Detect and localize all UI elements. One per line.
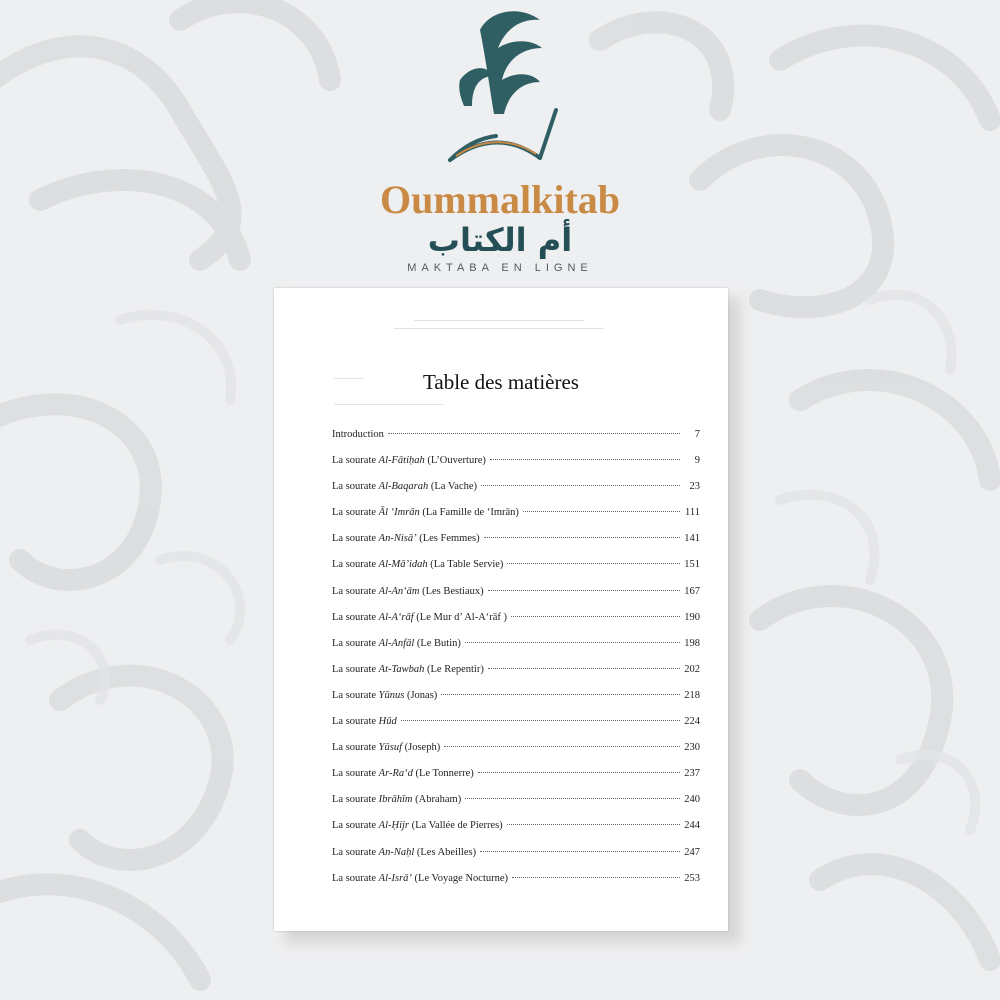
toc-page-number: 190 xyxy=(684,611,700,623)
toc-entry xyxy=(332,847,700,873)
toc-entry-description: (Abraham) xyxy=(412,794,462,806)
toc-entry-prefix: La sourate xyxy=(332,820,379,832)
toc-entry-name: Introduction xyxy=(332,429,384,440)
toc-dot-leader xyxy=(484,537,680,538)
toc-page-number: 23 xyxy=(689,481,700,493)
toc-entry-description: (La Table Servie) xyxy=(427,559,504,571)
toc-entry-prefix: La sourate xyxy=(332,481,379,493)
toc-entry xyxy=(332,742,700,768)
faint-header-line xyxy=(334,404,444,405)
toc-dot-leader xyxy=(507,563,680,564)
toc-entry-description: (Les Femmes) xyxy=(416,533,480,545)
toc-page-number: 9 xyxy=(694,455,700,467)
toc-list xyxy=(332,429,700,899)
calligraphy-book-icon xyxy=(420,10,580,170)
toc-entry-prefix: La sourate xyxy=(332,768,379,780)
toc-entry-name: Al-An‘ām xyxy=(378,585,420,597)
toc-dot-leader xyxy=(441,694,680,695)
toc-dot-leader xyxy=(488,668,680,669)
toc-entry xyxy=(332,820,700,846)
toc-entry-name: Al-Ḥijr xyxy=(378,820,409,832)
toc-page-number: 202 xyxy=(684,663,700,675)
toc-entry-name: Āl ‘Imrān xyxy=(378,507,420,519)
toc-entry-prefix: La sourate xyxy=(332,846,379,858)
toc-entry xyxy=(332,559,700,585)
toc-dot-leader xyxy=(507,824,680,825)
toc-entry xyxy=(332,638,700,664)
toc-entry xyxy=(332,507,700,533)
toc-entry-label xyxy=(332,533,480,544)
brand-arabic-name: أم الكتاب xyxy=(427,221,573,259)
brand-name: Oummalkitab xyxy=(379,177,621,222)
toc-entry-label xyxy=(332,559,503,570)
toc-entry-label xyxy=(332,768,474,779)
toc-entry xyxy=(332,612,700,638)
toc-entry-description: (Le Butin) xyxy=(414,637,461,649)
toc-entry xyxy=(332,481,700,507)
toc-entry xyxy=(332,794,700,820)
toc-entry-description: (Les Abeilles) xyxy=(414,846,477,858)
toc-entry-label xyxy=(332,873,508,884)
toc-page-number: 151 xyxy=(684,559,700,571)
toc-entry-description: (Les Bestiaux) xyxy=(419,585,484,597)
toc-entry-label xyxy=(332,820,503,831)
toc-page-number: 240 xyxy=(684,794,700,806)
toc-page-number: 141 xyxy=(684,533,700,545)
toc-entry-label xyxy=(332,455,486,466)
toc-entry-label xyxy=(332,664,484,675)
toc-entry xyxy=(332,716,700,742)
toc-entry-description: (Le Tonnerre) xyxy=(412,768,474,780)
toc-entry-name: At-Tawbah xyxy=(378,663,425,675)
toc-dot-leader xyxy=(523,511,680,512)
toc-entry-prefix: La sourate xyxy=(332,611,379,623)
toc-page-number: 253 xyxy=(684,872,700,884)
toc-entry-prefix: La sourate xyxy=(332,742,379,754)
toc-entry-name: Yūsuf xyxy=(378,742,402,754)
toc-entry-description: (La Vache) xyxy=(428,481,478,493)
toc-entry-name: Al-Baqarah xyxy=(378,481,429,493)
toc-dot-leader xyxy=(481,485,680,486)
toc-entry-prefix: La sourate xyxy=(332,507,379,519)
toc-entry xyxy=(332,586,700,612)
toc-entry-prefix: La sourate xyxy=(332,663,379,675)
toc-entry-description: (Le Mur d’ Al-A‘rāf ) xyxy=(413,611,508,623)
toc-entry-label xyxy=(332,716,397,727)
toc-dot-leader xyxy=(401,720,680,721)
toc-page-number: 218 xyxy=(684,689,700,701)
toc-entry-label xyxy=(332,638,461,649)
toc-dot-leader xyxy=(388,433,680,434)
toc-entry-name: An-Naḥl xyxy=(378,846,415,858)
toc-entry-prefix: La sourate xyxy=(332,637,379,649)
toc-page-number: 224 xyxy=(684,716,700,728)
toc-dot-leader xyxy=(490,459,680,460)
toc-entry-prefix: La sourate xyxy=(332,716,379,728)
toc-page-number: 7 xyxy=(694,429,700,440)
toc-entry-description: (Le Voyage Nocturne) xyxy=(411,872,509,884)
toc-entry-description: (La Vallée de Pierres) xyxy=(409,820,503,832)
brand-tagline: MAKTABA EN LIGNE xyxy=(407,262,593,274)
toc-page-number: 237 xyxy=(684,768,700,780)
toc-entry-name: Ibrāhīm xyxy=(378,794,413,806)
toc-entry-name: Yūnus xyxy=(378,689,405,701)
toc-entry-label xyxy=(332,507,519,518)
toc-entry-name: Al-A‘rāf xyxy=(378,611,414,623)
toc-entry-prefix: La sourate xyxy=(332,559,379,571)
toc-entry-label xyxy=(332,794,461,805)
toc-page-number: 244 xyxy=(684,820,700,832)
toc-entry-name: An-Nisā’ xyxy=(378,533,417,545)
toc-entry-name: Al-Anfāl xyxy=(378,637,415,649)
toc-entry-description: (L’Ouverture) xyxy=(424,455,486,467)
book-page xyxy=(274,288,728,931)
faint-header-line xyxy=(394,328,604,329)
toc-entry-name: Al-Isrā’ xyxy=(378,872,412,884)
toc-entry-description: (Joseph) xyxy=(402,742,441,754)
toc-entry-label xyxy=(332,690,437,701)
toc-dot-leader xyxy=(512,877,680,878)
toc-entry-name: Al-Fātiḥah xyxy=(378,455,425,467)
toc-dot-leader xyxy=(488,590,680,591)
toc-entry xyxy=(332,664,700,690)
faint-header-line xyxy=(414,320,584,321)
toc-dot-leader xyxy=(478,772,680,773)
toc-page-number: 230 xyxy=(684,742,700,754)
toc-page-number: 167 xyxy=(684,585,700,597)
toc-page-number: 111 xyxy=(685,507,700,519)
toc-entry-prefix: La sourate xyxy=(332,455,379,467)
toc-entry-label xyxy=(332,481,477,492)
toc-dot-leader xyxy=(511,616,680,617)
toc-entry-prefix: La sourate xyxy=(332,689,379,701)
toc-entry xyxy=(332,429,700,455)
toc-entry xyxy=(332,768,700,794)
toc-entry xyxy=(332,873,700,899)
toc-dot-leader xyxy=(465,798,680,799)
toc-entry-prefix: La sourate xyxy=(332,533,379,545)
toc-entry-label xyxy=(332,429,384,440)
toc-title: Table des matières xyxy=(423,370,579,394)
toc-entry xyxy=(332,533,700,559)
toc-entry xyxy=(332,455,700,481)
toc-dot-leader xyxy=(480,851,680,852)
toc-entry xyxy=(332,690,700,716)
toc-entry-prefix: La sourate xyxy=(332,872,379,884)
toc-page-number: 247 xyxy=(684,846,700,858)
toc-entry-name: Ar-Ra‘d xyxy=(378,768,413,780)
toc-entry-name: Al-Mā’idah xyxy=(378,559,428,571)
toc-entry-description: (Le Repentir) xyxy=(424,663,484,675)
toc-dot-leader xyxy=(444,746,680,747)
toc-entry-prefix: La sourate xyxy=(332,794,379,806)
toc-entry-description: (La Famille de ‘Imrān) xyxy=(419,507,519,519)
toc-entry-label xyxy=(332,612,507,623)
toc-entry-label xyxy=(332,847,476,858)
toc-entry-label xyxy=(332,742,440,753)
toc-entry-name: Hūd xyxy=(378,716,397,728)
toc-dot-leader xyxy=(465,642,680,643)
toc-entry-description: (Jonas) xyxy=(404,689,438,701)
toc-entry-prefix: La sourate xyxy=(332,585,379,597)
toc-entry-label xyxy=(332,586,484,597)
toc-page-number: 198 xyxy=(684,637,700,649)
